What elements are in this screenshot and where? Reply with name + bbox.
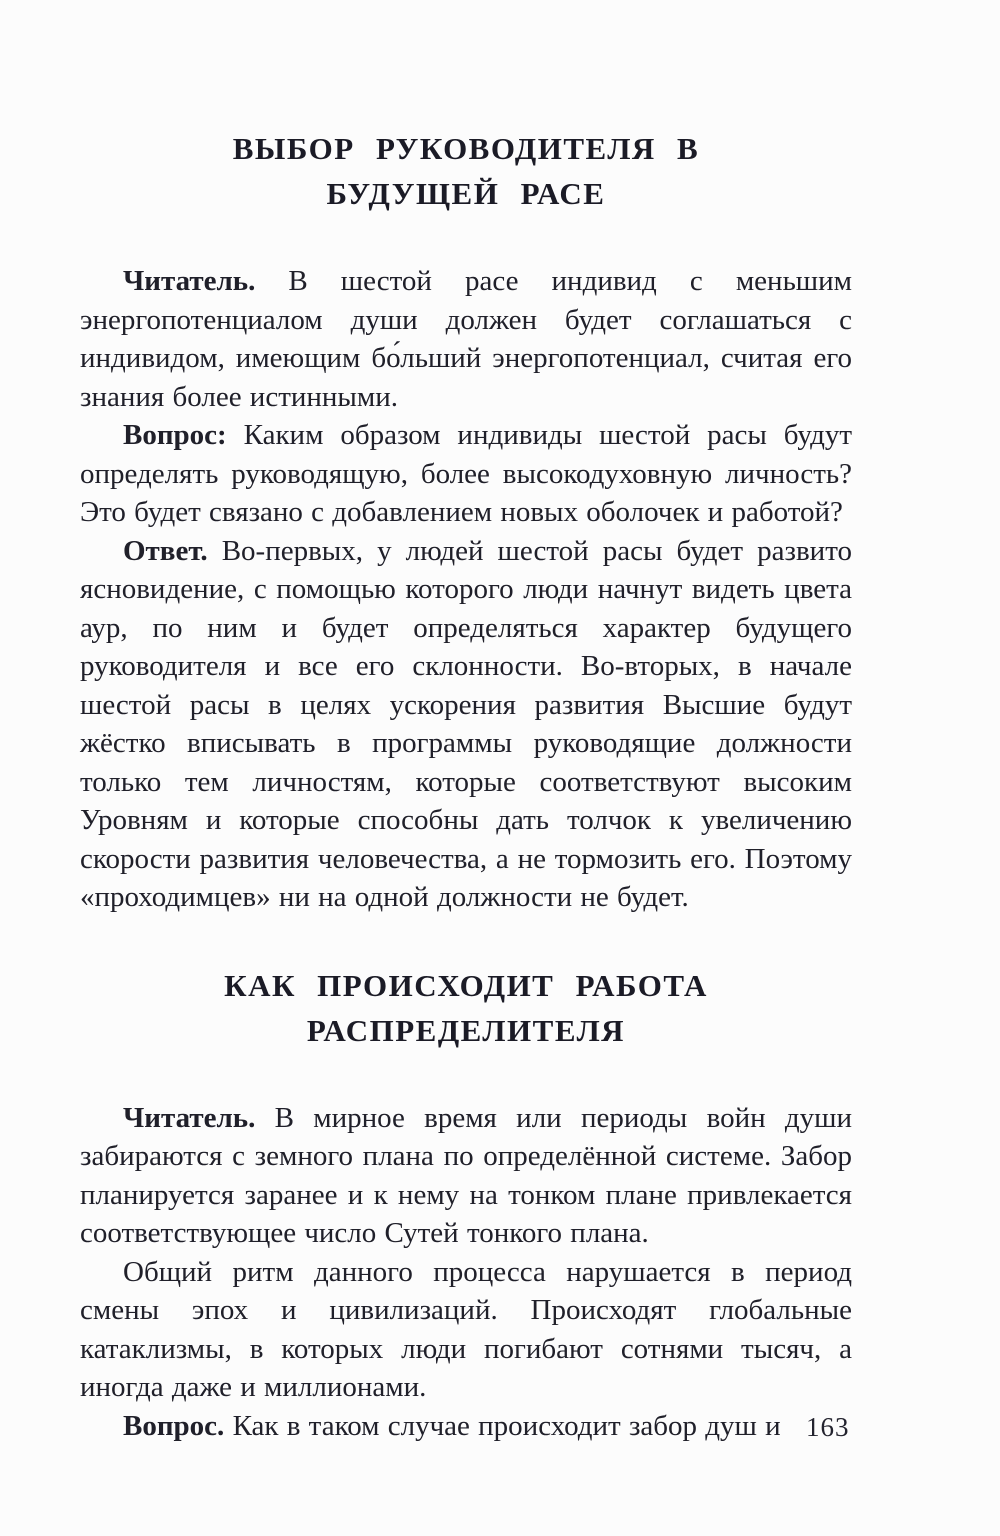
paragraph-lead: Ответ. <box>123 534 208 567</box>
paragraph-text: В шестой расе индивид с меньшим энергопотенциалом души должен будет соглашаться с индивидом, имеющим бо́льший энергопотенциал, считая его знания более истинными. <box>80 265 852 413</box>
paragraph-lead: Вопрос: <box>123 419 227 451</box>
paragraph-text: Общий ритм данного процесса нарушается в период смены эпох и цивилизаций. Происходят глобальные катаклизмы, в которых люди погибают сотнями тысяч, а иногда даже и миллионами. <box>80 1255 852 1403</box>
paragraph-text: Во-первых, у людей шестой расы будет развито ясновидение, с помощью которого люди начнут видеть цвета аур, по ним и будет определяться характер будущего руководителя и все его склонности. Во-вторых, в начале шестой расы в целях ускорения развития Высшие будут жёстко вписывать в программы руководящие должности только тем личностям, которые соответствуют высоким Уровням и которые способны дать толчок к увеличению скорости развития человечества, а не тормозить его. Поэтому «проходимцев» ни на одной должности не будет. <box>80 534 852 913</box>
paragraph-text: Каким образом индивиды шестой расы будут определять руководящую, более высокодуховную личность? Это будет связано с добавлением новых оболочек и работой? <box>80 419 852 528</box>
paragraph <box>80 262 852 416</box>
section-heading-line: ВЫБОР РУКОВОДИТЕЛЯ В <box>232 131 700 166</box>
section-heading-line: КАК ПРОИСХОДИТ РАБОТА <box>224 967 708 1003</box>
paragraph <box>80 532 852 917</box>
paragraph-text: В мирное время или периоды войн души забираются с земного плана по определённой системе. Забор планируется заранее и к нему на тонком плане привлекается соответствующее число Сутей тонкого плана. <box>80 1101 853 1249</box>
section-heading-line: РАСПРЕДЕЛИТЕЛЯ <box>306 1012 626 1048</box>
section <box>80 126 852 917</box>
paragraph <box>80 416 852 532</box>
section-heading-line: БУДУЩЕЙ РАСЕ <box>326 176 606 211</box>
paragraph <box>80 1407 852 1446</box>
paragraph <box>80 1253 852 1407</box>
section-heading <box>80 963 852 1053</box>
paragraph-lead: Вопрос. <box>123 1409 225 1442</box>
text-block <box>80 126 852 1445</box>
paragraph-lead: Читатель. <box>123 1101 256 1134</box>
paragraph <box>80 1099 852 1253</box>
section-heading <box>80 126 852 216</box>
paragraph-text: Как в таком случае происходит забор душ и <box>232 1409 781 1442</box>
paragraph-lead: Читатель. <box>123 265 256 297</box>
section <box>80 963 852 1446</box>
page-number: 163 <box>806 1412 850 1442</box>
